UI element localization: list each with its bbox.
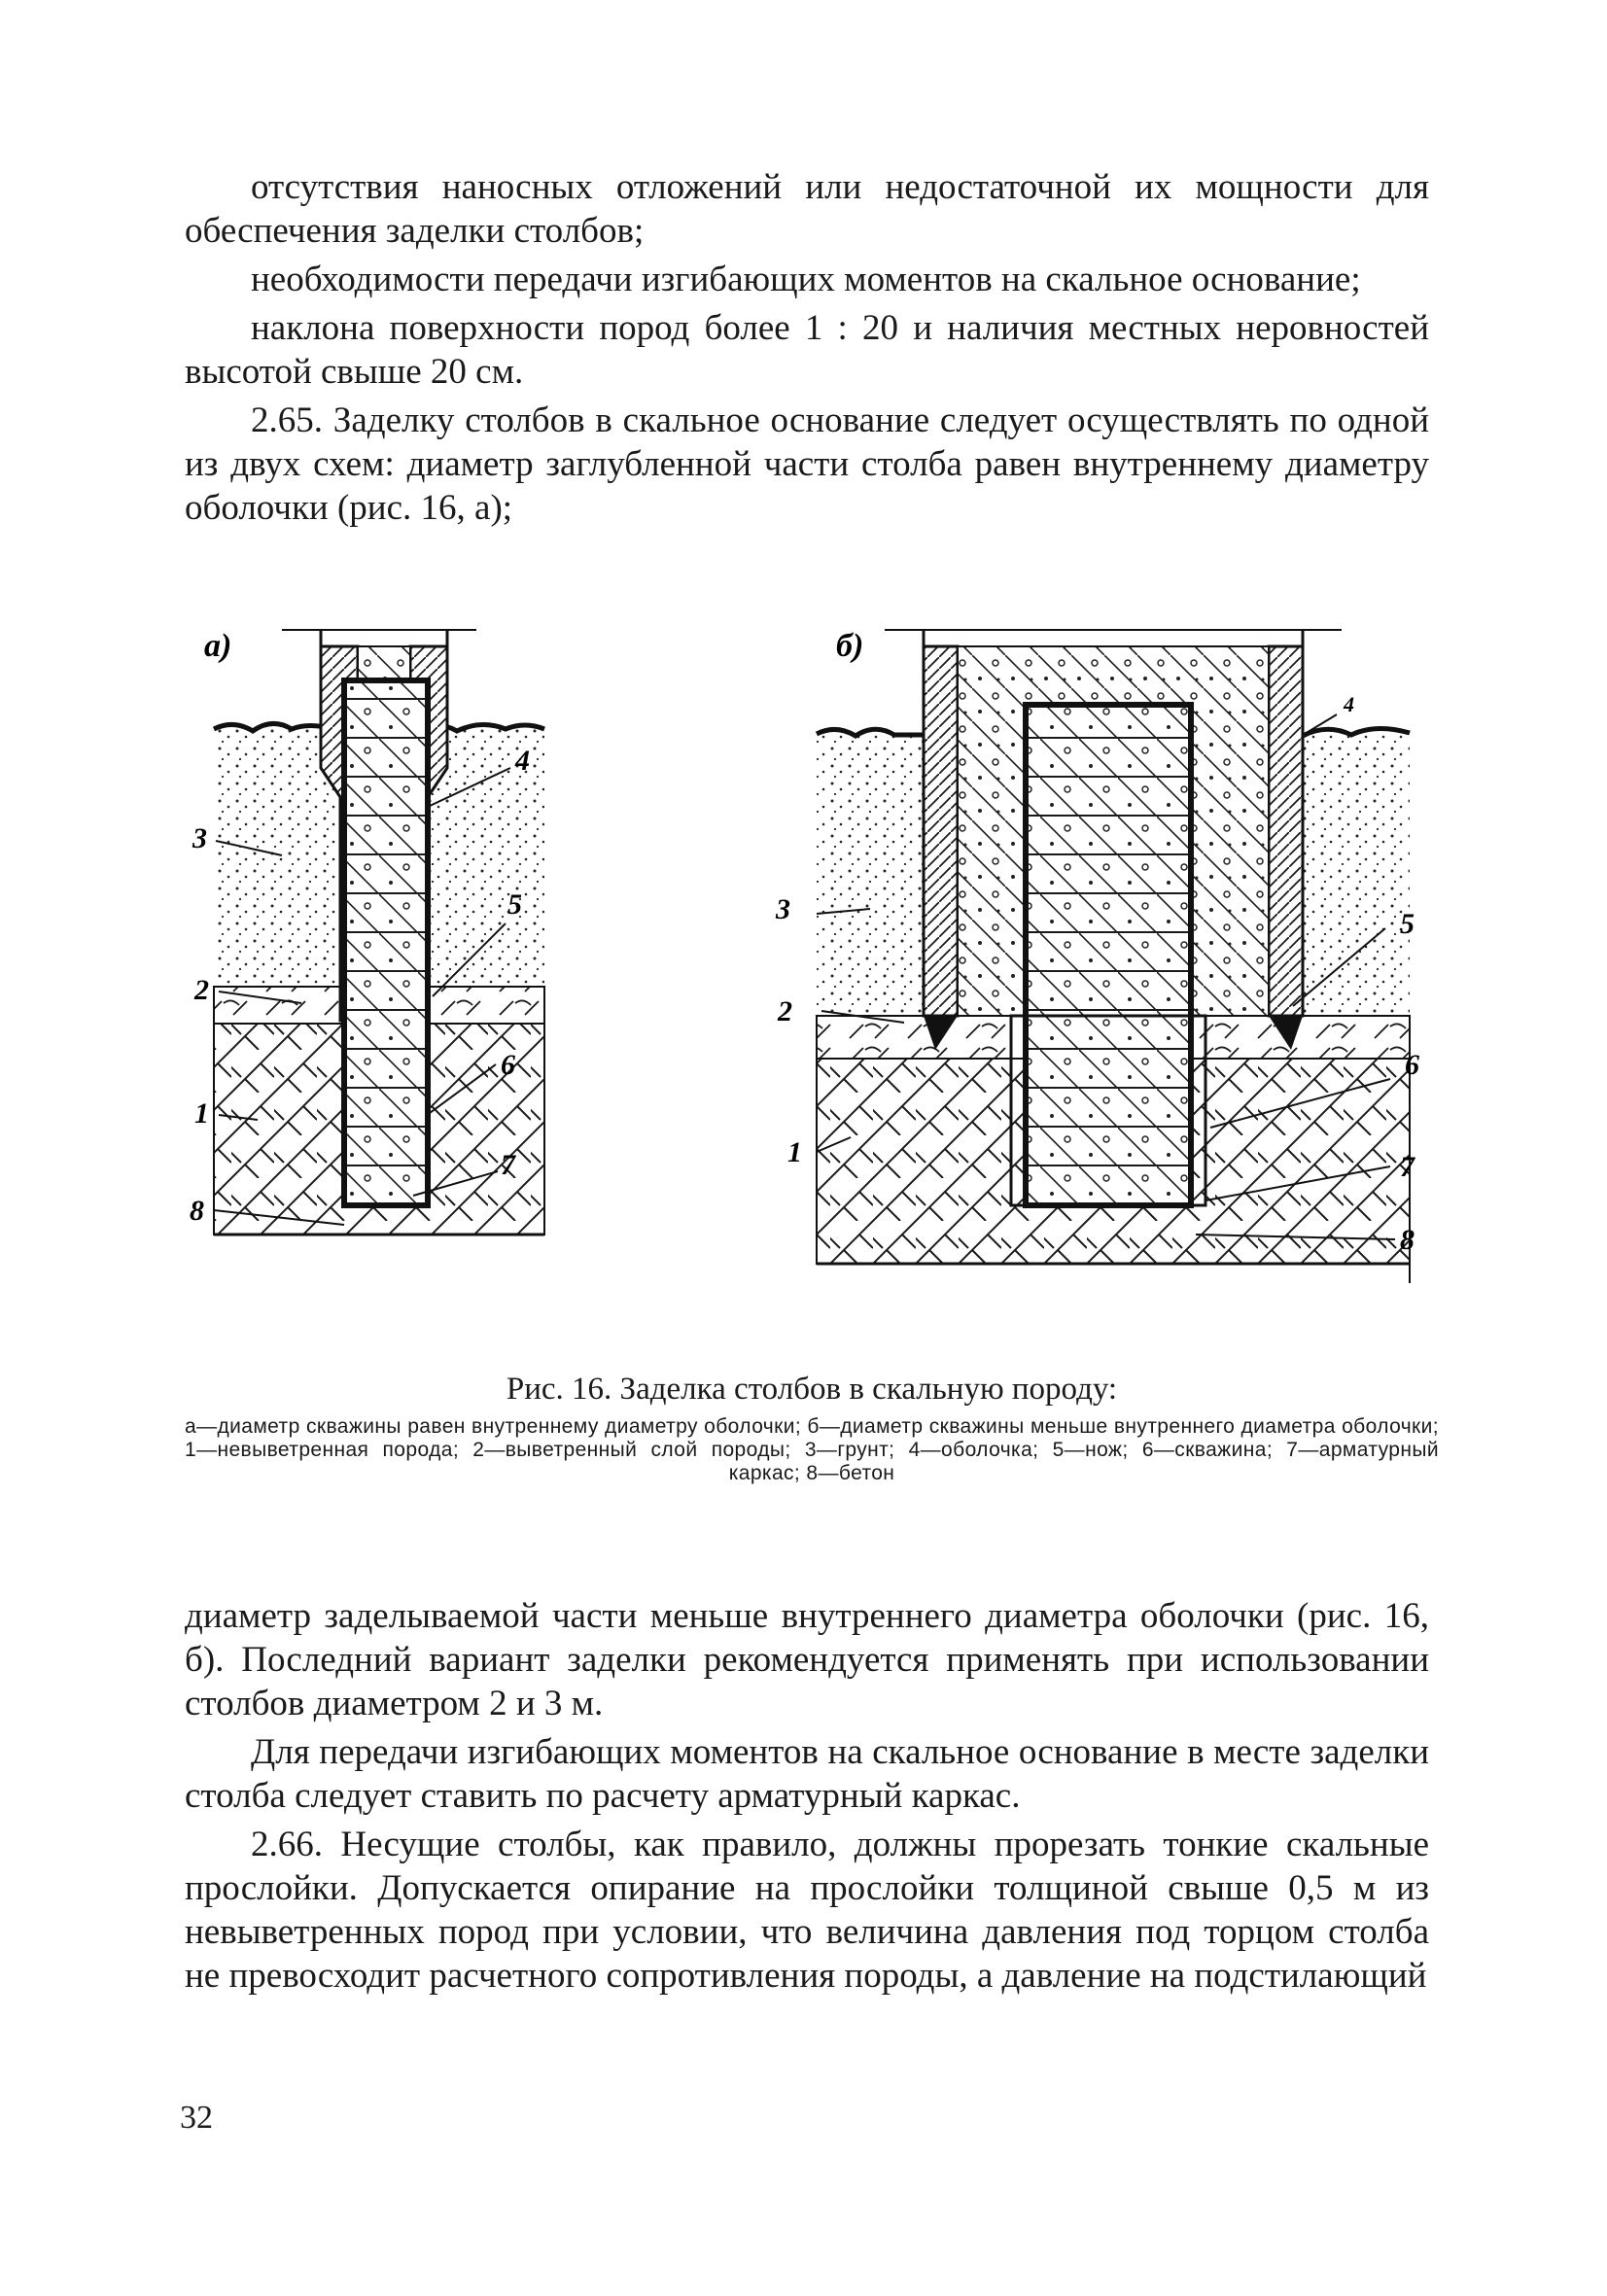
paragraph: 2.66. Несущие столбы, как правило, должны прорезать тонкие скальные прослойки. Допускается опирание на прослойки толщиной свыше 0,5 м из невыветренных пород при условии, что величина давления под торцом столба не превосходит расчетного сопротивления породы, а давление на подстилающий	[185, 1825, 1429, 1996]
callout-3: 3	[776, 893, 790, 925]
paragraph: диаметр заделываемой части меньше внутреннего диаметра оболочки (рис. 16, б). Последний вариант заделки рекомендуется применять при использовании столбов диаметром 2 и 3 м.	[185, 1596, 1429, 1723]
figure-caption	[185, 1369, 1439, 1485]
callout-2: 2	[778, 995, 792, 1027]
figure-16	[146, 622, 1468, 1346]
callout-3: 3	[192, 822, 207, 854]
callout-5: 5	[1400, 908, 1415, 940]
diagram-a-label: а)	[204, 628, 232, 664]
callout-7: 7	[501, 1149, 515, 1181]
paragraph: Для передачи изгибающих моментов на скальное основание в месте заделки столба следует ставить по расчету арматурный каркас.	[185, 1732, 1429, 1816]
callout-6: 6	[501, 1049, 515, 1081]
callout-4: 4	[1344, 692, 1354, 716]
callout-7: 7	[1400, 1151, 1415, 1183]
diagram-a	[190, 628, 544, 1235]
callout-8: 8	[1400, 1224, 1415, 1256]
bottom-text	[185, 1594, 1429, 2002]
diagram-b-label: б)	[836, 628, 864, 664]
callout-5: 5	[507, 888, 522, 921]
callout-6: 6	[1405, 1049, 1419, 1081]
paragraph: наклона поверхности пород более 1 : 20 и наличия местных неровностей высотой свыше 20 см.	[185, 308, 1429, 392]
caption-body: а—диаметр скважины равен внутреннему диаметру оболочки; б—диаметр скважины меньше внутреннего диаметра оболочки; 1—невыветренная порода; 2—выветренный слой породы; 3—грунт; 4—оболочка; 5—нож; 6—скважина; 7—арматурный каркас; 8—бетон	[185, 1415, 1439, 1484]
callout-2: 2	[194, 974, 209, 1006]
caption-title: Рис. 16. Заделка столбов в скальную породу:	[506, 1372, 1118, 1407]
page-number: 32	[180, 2100, 213, 2136]
paragraph: отсутствия наносных отложений или недостаточной их мощности для обеспечения заделки столбов;	[185, 167, 1429, 251]
callout-8: 8	[190, 1195, 204, 1227]
diagram-b	[775, 628, 1419, 1283]
top-text	[185, 165, 1429, 535]
callout-1: 1	[194, 1097, 209, 1130]
paragraph: необходимости передачи изгибающих моментов на скальное основание;	[251, 260, 1361, 299]
paragraph: 2.65. Заделку столбов в скальное основание следует осуществлять по одной из двух схем: диаметр заглубленной части столба равен внутреннему диаметру оболочки (рис. 16, а);	[185, 400, 1429, 528]
callout-1: 1	[787, 1136, 802, 1168]
figure-drawing	[146, 622, 1468, 1346]
callout-4: 4	[515, 745, 530, 777]
